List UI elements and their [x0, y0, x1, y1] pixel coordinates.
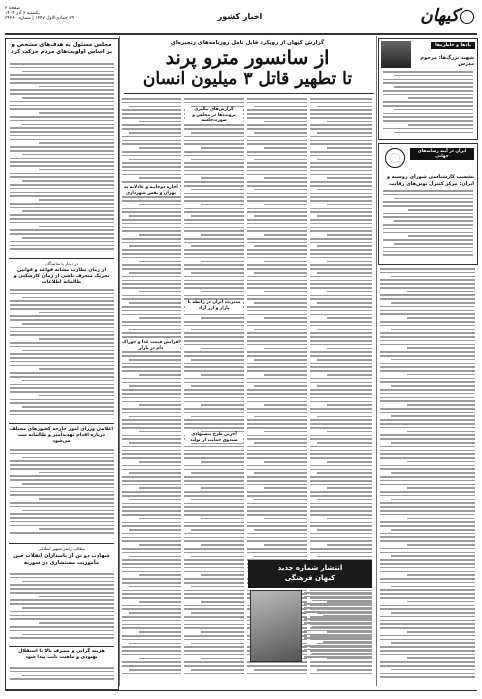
right-column-divider — [376, 36, 377, 686]
left-item-1-title: مجلس مسئول به هدف‌های مشخص و بر اساس اولویت‌های مردم حرکت کرد — [10, 42, 113, 55]
center-subhead-2: اجاره دوجانبه و عادلانه به تهران و نقش شهرداری — [122, 185, 180, 196]
headline-line-1: از سانسور مترو پرند — [165, 47, 330, 69]
center-subhead-1: گزارش‌های پیگیری پرونده‌ها در مجلس و صورت‌جلسه — [185, 107, 243, 124]
globe-icon — [385, 148, 405, 168]
world-media-text — [383, 190, 473, 260]
footer-rule — [5, 690, 477, 691]
center-subhead-4: افزایش قیمت غذا و خوراک دام در بازار — [122, 340, 180, 351]
memorial-tag: یادها و خاطره‌ها — [431, 42, 475, 49]
section-title: اخبار کشور — [217, 12, 263, 21]
left-item-4-title: شهادت دو تن از پاسداران انقلاب حین مأموریت مستشاری در سوریه — [13, 553, 110, 566]
header-rule — [5, 33, 477, 35]
left-item-4-text — [10, 573, 114, 643]
main-headline — [125, 47, 370, 90]
center-subhead-3: مدیریت ایران در رابطه با بازار و ارز آزاد — [185, 300, 243, 311]
left-item-3-text — [10, 449, 114, 539]
left-rule-2 — [9, 423, 114, 424]
world-media-title: نشست کارشناسی شورای روسیه و ایران: مرکز کنترل نوین‌های رقابت — [386, 174, 474, 187]
right-column-text — [380, 268, 475, 678]
headline-rule — [124, 93, 374, 94]
world-media-tag: ایران در آینه رسانه‌های جهانی — [410, 148, 474, 160]
left-item-2-kicker: در دیدار با نمایندگان — [44, 261, 79, 266]
world-media-box — [378, 143, 478, 265]
memorial-title: شهید بزرگ‌ها: مرحوم مدرس — [420, 55, 474, 67]
page-number: صفحه ۲ — [5, 6, 21, 11]
page-info — [5, 6, 125, 21]
memorial-text — [383, 71, 473, 135]
headline-line-2: تا تطهیر قاتل ۳ میلیون انسان — [142, 69, 353, 89]
masthead — [380, 6, 475, 30]
date-line-1: یکشنبه ۶ آذر ۱۴۰۴ — [5, 11, 40, 16]
logo-emblem-icon — [460, 10, 474, 24]
main-kicker: گزارش کیهان از رویکرد قابل تامل روزنامه‌های زنجیره‌ای — [170, 40, 325, 46]
memorial-box — [378, 38, 478, 140]
left-item-2-title: از زمان نظارت مشابه قواعد و قوانین تحریک منحرف ناشی از زمان کارشکنی و ظالمانه اطلاعات — [13, 268, 110, 285]
left-column-box — [5, 38, 119, 690]
left-rule-1 — [9, 258, 114, 259]
left-rule-4 — [9, 646, 114, 647]
left-item-1-text — [10, 63, 114, 255]
left-item-3-title: اعلامی وزرای امور خارجه کشورهای مختلف درباره اقدام تهدیدآمیز و ظالمانه ثبت می‌شود — [9, 427, 114, 444]
culture-issue-title-1: انتشار شماره جدید — [277, 564, 343, 572]
culture-cover-image — [250, 590, 302, 662]
left-item-5-title: هزینه گرانی و مصرف بالا با استقلال بهبودی و ماهیت ثابت پیدا شود — [18, 649, 105, 660]
center-col-3 — [184, 98, 244, 683]
left-rule-3 — [9, 543, 114, 544]
left-item-2-text — [10, 289, 114, 419]
memorial-photo — [381, 41, 411, 68]
date-line-2: ۲۹ جمادی‌الاول ۱۴۴۷ | شماره ۲۴۲۶۰ — [5, 16, 75, 21]
logo: کیهان — [420, 6, 459, 26]
col-rule-1 — [119, 36, 120, 686]
left-item-5-text — [10, 667, 114, 685]
culture-issue-box — [248, 560, 372, 588]
left-item-4-kicker: مطالب رئیس‌جمهور اسلامی — [38, 546, 85, 551]
culture-issue-text — [304, 592, 372, 662]
culture-issue-title-2: کیهان فرهنگی — [284, 574, 336, 582]
center-subhead-5: آخرین طرح پیشنهادی صندوق حمایت از تولید — [185, 432, 243, 443]
